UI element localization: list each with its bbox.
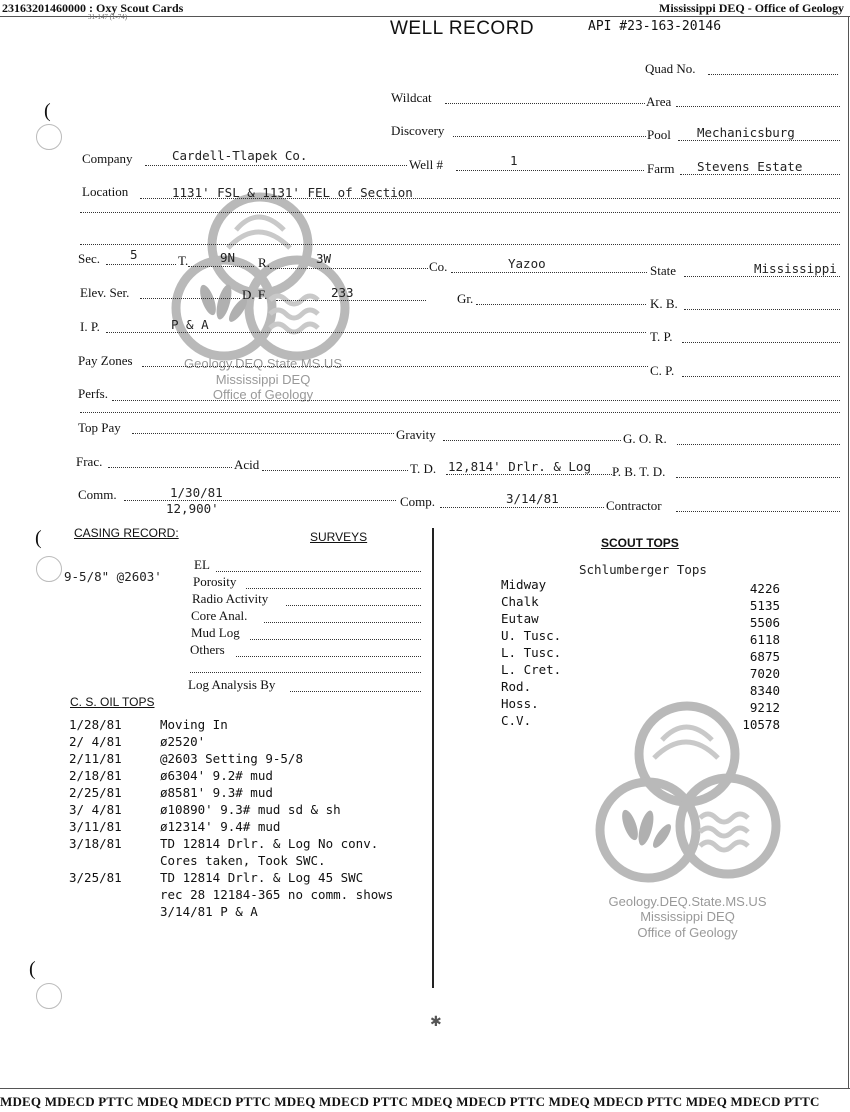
survey-line (264, 622, 421, 623)
location-line-3 (80, 244, 840, 245)
cp-label: C. P. (650, 363, 675, 378)
company-line (145, 165, 407, 166)
scout-top-name: U. Tusc. (501, 628, 562, 643)
survey-line (250, 639, 421, 640)
scout-top-name: C.V. (501, 713, 532, 728)
comp-label: Comp. (400, 494, 436, 509)
form-code: 31-147 (1-74) (88, 13, 128, 21)
casing-entry: 9-5/8" @2603' (64, 569, 162, 584)
comp-line (440, 507, 604, 508)
ip-line (106, 332, 646, 333)
sec-value: 5 (130, 247, 138, 262)
cs-oil-tops-date: 2/25/81 (69, 785, 122, 800)
contractor-line (676, 511, 840, 512)
pay-zones-line (142, 366, 648, 367)
comp-value: 3/14/81 (506, 491, 559, 506)
cs-oil-tops-entry: ø8581' 9.3# mud (160, 785, 273, 800)
pool-label: Pool (647, 127, 671, 142)
elev-ser-line (140, 298, 240, 299)
sec-label: Sec. (78, 251, 101, 266)
cs-oil-tops-date: 3/11/81 (69, 819, 122, 834)
gr-line (476, 304, 646, 305)
surveys-title: SURVEYS (310, 530, 368, 544)
location-label: Location (82, 184, 129, 199)
header-right: Mississippi DEQ - Office of Geology (659, 1, 844, 15)
survey-item-porosity: Porosity (193, 574, 237, 589)
card-frame-right (848, 16, 849, 1088)
tp-line (682, 342, 840, 343)
cs-oil-tops-date: 3/ 4/81 (69, 802, 122, 817)
ip-label: I. P. (80, 319, 100, 334)
comm-date-value: 1/30/81 (170, 485, 223, 500)
cs-oil-tops-date: 2/18/81 (69, 768, 122, 783)
scout-top-depth: 9212 (749, 700, 780, 715)
watermark-line3: Office of Geology (637, 925, 738, 940)
log-analysis-line (290, 691, 421, 692)
survey-item-core-anal: Core Anal. (191, 608, 248, 623)
farm-line (680, 174, 840, 175)
quad-no-line (708, 74, 838, 75)
cs-oil-tops-date: 2/11/81 (69, 751, 122, 766)
quad-no-label: Quad No. (645, 61, 696, 76)
cs-oil-tops-date: 2/ 4/81 (69, 734, 122, 749)
survey-line (246, 588, 421, 589)
column-divider (432, 528, 434, 988)
watermark-line3: Office of Geology (212, 387, 314, 402)
cs-oil-tops-entry: TD 12814 Drlr. & Log No conv. (160, 836, 379, 851)
sec-line (106, 264, 176, 265)
cs-oil-tops-entry: Moving In (160, 717, 228, 732)
scout-top-depth: 5506 (749, 615, 780, 630)
r-label: R. (258, 255, 270, 270)
well-value: 1 (510, 153, 518, 168)
t-line (188, 266, 254, 267)
comm-label: Comm. (78, 487, 117, 502)
farm-label: Farm (647, 161, 675, 176)
cs-oil-tops-entry: ø12314' 9.4# mud (160, 819, 281, 834)
area-label: Area (646, 94, 672, 109)
survey-item-el: EL (194, 557, 210, 572)
gravity-line (443, 440, 621, 441)
scout-top-depth: 8340 (749, 683, 780, 698)
pbtd-label: P. B. T. D. (612, 464, 666, 479)
farm-value: Stevens Estate (697, 159, 803, 174)
ip-value: P & A (171, 317, 209, 332)
page-title: WELL RECORD (390, 18, 535, 39)
comm-line (124, 500, 396, 501)
cs-oil-tops-date: 1/28/81 (69, 717, 122, 732)
cp-line (682, 376, 840, 377)
survey-line (236, 656, 421, 657)
survey-line (190, 672, 421, 673)
scout-top-depth: 5135 (749, 598, 780, 613)
survey-line (286, 605, 421, 606)
scout-top-name: L. Tusc. (501, 645, 562, 660)
company-label: Company (82, 151, 133, 166)
kb-line (684, 309, 840, 310)
scout-top-name: Eutaw (501, 611, 539, 626)
comm-depth-value: 12,900' (166, 501, 219, 516)
co-label: Co. (429, 259, 448, 274)
cs-oil-tops-title: C. S. OIL TOPS (70, 695, 155, 709)
scout-top-name: L. Cret. (501, 662, 562, 677)
pool-line (678, 140, 840, 141)
contractor-label: Contractor (606, 498, 662, 513)
cs-oil-tops-entry: ø2520' (160, 734, 206, 749)
t-label: T. (178, 253, 189, 268)
scout-top-name: Chalk (501, 594, 539, 609)
gr-label: Gr. (457, 291, 474, 306)
bracket-mark-icon: ( (29, 958, 36, 980)
td-label: T. D. (410, 461, 437, 476)
td-value: 12,814' Drlr. & Log (448, 459, 591, 474)
gravity-label: Gravity (396, 427, 436, 442)
kb-label: K. B. (650, 296, 678, 311)
survey-item-mud-log: Mud Log (191, 625, 240, 640)
watermark-line2: Mississippi DEQ (215, 372, 311, 387)
api-number: API #23-163-20146 (588, 19, 722, 34)
acid-label: Acid (234, 457, 260, 472)
scout-top-depth: 6875 (749, 649, 780, 664)
footer-banner: MDEQ MDECD PTTC MDEQ MDECD PTTC MDEQ MDECD PTTC MDEQ MDECD PTTC MDEQ MDECD PTTC MDEQ MDECD PTTC (0, 1094, 820, 1109)
card-frame-bottom (0, 1088, 850, 1089)
td-line (446, 474, 612, 475)
df-line (276, 300, 426, 301)
survey-item-others: Others (190, 642, 225, 657)
location-line-2 (80, 212, 840, 213)
cs-oil-tops-entry: rec 28 12184-365 no comm. shows (160, 887, 394, 902)
cs-oil-tops-entry: @2603 Setting 9-5/8 (160, 751, 303, 766)
watermark-line2: Mississippi DEQ (640, 909, 735, 924)
co-line (451, 272, 647, 273)
casing-record-title: CASING RECORD: (74, 526, 179, 540)
t-value: 9N (220, 250, 236, 265)
well-label: Well # (409, 157, 443, 172)
scout-top-depth: 4226 (749, 581, 780, 596)
scout-top-depth: 10578 (742, 717, 780, 732)
scout-top-name: Rod. (501, 679, 532, 694)
wildcat-label: Wildcat (391, 90, 432, 105)
cs-oil-tops-entry: Cores taken, Took SWC. (160, 853, 326, 868)
perfs-line-2 (80, 412, 840, 413)
scribble-mark-icon: ✱ (430, 1015, 442, 1030)
cs-oil-tops-date: 3/25/81 (69, 870, 122, 885)
pbtd-line (676, 477, 840, 478)
perfs-label: Perfs. (78, 386, 108, 401)
punch-hole-icon (36, 124, 62, 150)
discovery-label: Discovery (391, 123, 445, 138)
card-frame-top (0, 16, 850, 17)
survey-item-radio-activity: Radio Activity (192, 591, 269, 606)
top-pay-line (132, 433, 394, 434)
perfs-line (112, 400, 840, 401)
punch-hole-icon (36, 556, 62, 582)
log-analysis-label: Log Analysis By (188, 677, 276, 692)
wildcat-line (445, 103, 645, 104)
cs-oil-tops-entry: ø6304' 9.2# mud (160, 768, 273, 783)
scout-top-depth: 7020 (749, 666, 780, 681)
elev-ser-label: Elev. Ser. (80, 285, 130, 300)
punch-hole-icon (36, 983, 62, 1009)
state-line (684, 276, 840, 277)
df-value: 233 (331, 285, 354, 300)
discovery-line (453, 136, 646, 137)
survey-line (216, 571, 421, 572)
header-left: 23163201460000 : Oxy Scout Cards (2, 1, 184, 15)
co-value: Yazoo (508, 256, 546, 271)
cs-oil-tops-entry: 3/14/81 P & A (160, 904, 258, 919)
watermark-line1: Geology.DEQ.State.MS.US (608, 894, 767, 909)
acid-line (262, 470, 408, 471)
r-value: 3W (316, 251, 332, 266)
scout-top-name: Midway (501, 577, 547, 592)
tp-label: T. P. (650, 329, 673, 344)
cs-oil-tops-date: 3/18/81 (69, 836, 122, 851)
scout-top-depth: 6118 (749, 632, 780, 647)
df-label: D. F. (242, 287, 268, 302)
area-line (676, 106, 840, 107)
gor-line (677, 444, 840, 445)
well-line (456, 170, 644, 171)
r-line (270, 268, 428, 269)
pool-value: Mechanicsburg (697, 125, 795, 140)
cs-oil-tops-entry: TD 12814 Drlr. & Log 45 SWC (160, 870, 364, 885)
frac-line (108, 467, 232, 468)
cs-oil-tops-entry: ø10890' 9.3# mud sd & sh (160, 802, 341, 817)
company-value: Cardell-Tlapek Co. (172, 148, 308, 163)
scout-tops-subtitle: Schlumberger Tops (579, 562, 707, 577)
gor-label: G. O. R. (623, 431, 667, 446)
bracket-mark-icon: ( (35, 527, 42, 549)
pay-zones-label: Pay Zones (78, 353, 133, 368)
watermark-line1: Geology.DEQ.State.MS.US (184, 356, 342, 371)
scout-tops-title: SCOUT TOPS (601, 536, 679, 550)
frac-label: Frac. (76, 454, 103, 469)
top-pay-label: Top Pay (78, 420, 121, 435)
state-label: State (650, 263, 676, 278)
scout-top-name: Hoss. (501, 696, 539, 711)
location-value: 1131' FSL & 1131' FEL of Section (172, 185, 413, 200)
bracket-mark-icon: ( (44, 100, 51, 122)
state-value: Mississippi (754, 261, 837, 276)
